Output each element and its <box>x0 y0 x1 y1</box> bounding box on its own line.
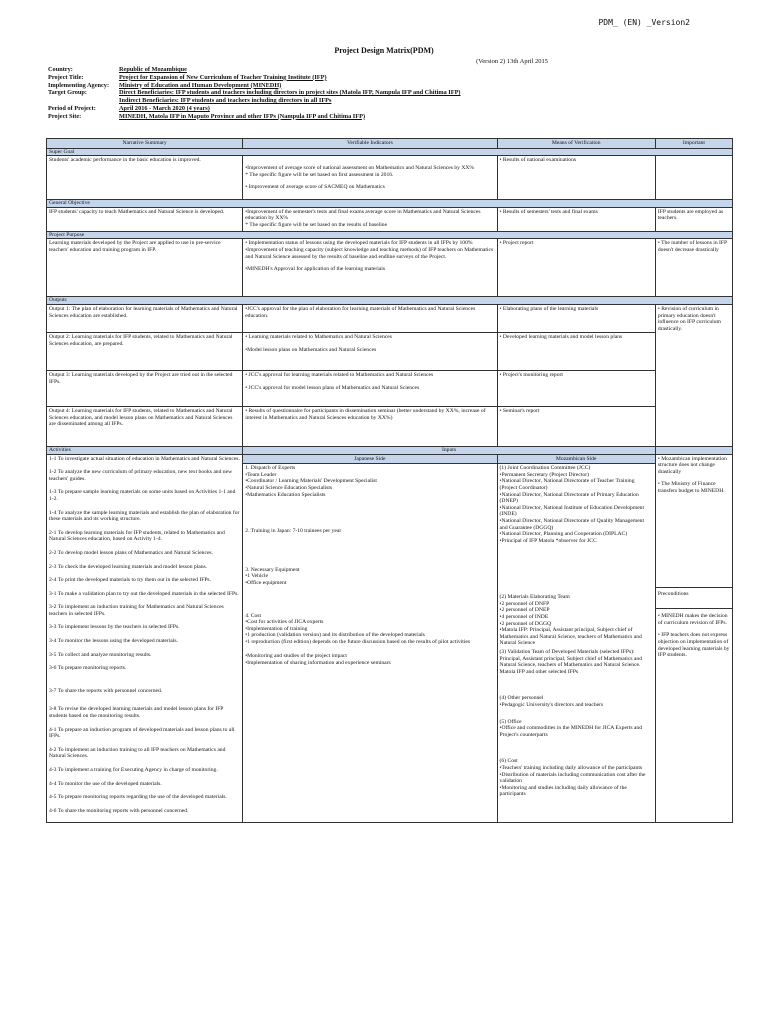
activity-item: 4-6 To share the monitoring reports with personnel concerned. <box>49 807 189 814</box>
input-line: •Implementation of sharing information and experience seminars <box>245 660 391 667</box>
output-indicators <box>243 370 497 406</box>
input-line: •National Director, National Directorate of Teacher Training (Project Coordinator) <box>499 478 635 491</box>
activity-item: 2-3 To check the developed learning materials and model lesson plans. <box>49 563 208 570</box>
input-line: •Monitoring and studies of the project impact <box>245 653 347 660</box>
activity-item: 1-3 To prepare sample learning materials on some units based on Activities 1-1 and 1-2. <box>49 489 236 502</box>
header-means: Means of Verification <box>497 139 655 149</box>
input-line: 1. Dispatch of Experts <box>245 465 296 472</box>
activities-row <box>47 454 733 464</box>
inputs-label: Inputs <box>243 446 656 454</box>
output-narrative: Output 1: The plan of elaboration for learning materials of Mathematics and Natural Sciences education are established. <box>47 304 243 332</box>
general-objective-indicators <box>243 207 497 231</box>
section-general-objective <box>47 200 733 208</box>
input-line: (6) Cost <box>499 758 518 765</box>
input-line: •National Director, National Directorate of Quality Management and Guarantee (DGGQ) <box>499 517 645 531</box>
meta-value: April 2016 - March 2020 (4 years) <box>119 104 210 112</box>
header-important: Important <box>655 139 732 149</box>
meta-label: Period of Project: <box>48 104 96 112</box>
indicator: •Improvement of teaching capacity (subject knowledge and teaching methods) of IFP teachers on Mathematics and Natural Science assessed by the results of baseline and endline surveys of the Project. <box>245 246 494 260</box>
purpose-row <box>47 239 733 297</box>
meta-value: Ministry of Education and Human Development (MINEDH) <box>119 81 282 89</box>
indicator: •Improvement of average score of national assessment on Mathematics and Natural Sciences by XX% <box>245 165 475 172</box>
meta-value: Republic of Mozambique <box>119 66 187 73</box>
activity-item: 3-3 To implement lessons by the teachers in selected IFPs. <box>49 624 180 631</box>
input-line: (1) Joint Coordination Committee (JCC) <box>499 465 591 472</box>
super-goal-means: • Results of national examinations <box>497 156 655 200</box>
activity-item: 3-6 To prepare monitoring reports. <box>49 665 127 672</box>
meta-value: Indirect Beneficiaries: IFP students and teachers including directors in all IFPs <box>119 97 332 105</box>
purpose-narrative: Learning materials developed by the Project are applied to use in pre-service teachers' education and training program in IFP. <box>47 239 243 297</box>
activity-item: 3-8 To revise the developed learning materials and model lesson plans for IFP students based on the monitoring results. <box>49 706 224 720</box>
input-line: •Teachers' training including daily allowance of the participants <box>499 764 643 771</box>
general-objective-row <box>47 207 733 231</box>
meta-label: Project Title: <box>48 73 84 81</box>
meta-label <box>48 97 119 105</box>
super-goal-important <box>655 156 732 200</box>
precondition: • IFP teachers does not express objection on implementation of developed learning materials by IFP students. <box>657 632 730 659</box>
meta-label: Implementing Agency: <box>48 81 110 89</box>
project-meta <box>48 66 461 121</box>
input-line: •1 reproduction (first edition) depends on the future discussion based on the results of pilot activities <box>245 638 471 645</box>
input-line: •Mathematics Education Specialists <box>245 491 326 498</box>
indicator: • JCC's approval for model lesson plans of Mathematics and Natural Sciences <box>245 384 420 391</box>
input-line: •Team Leader <box>245 471 277 478</box>
input-line: •Monitoring and studies including daily allowance of the participants <box>499 784 627 798</box>
section-blank <box>655 446 732 454</box>
input-line: 2. Training in Japan: 7-10 trainees per year <box>245 528 342 535</box>
section-project-purpose <box>47 231 733 239</box>
indicator-note: * The specific figure will be set based on first assessment in 2016. <box>245 171 394 178</box>
input-line: (4) Other personnel <box>499 695 544 702</box>
indicator: • Implementation status of lessons using the developed materials for IFP students in all IFPs by 100% <box>245 240 473 247</box>
input-line: (3) Validation Team of Developed Materials (selected IFPs): Principal, Assistant principal, Subject chief of Mathematics and Natural Science, teachers of Mathematics and Natural Science. Matola IFP and other selected IFPs <box>499 649 642 675</box>
meta-period <box>48 105 461 113</box>
indicator: •MINEDH's Approval for application of the learning materials <box>245 266 386 273</box>
activity-item: 4-4 To monitor the use of the developed materials. <box>49 780 162 787</box>
input-line: 3. Necessary Equipment <box>245 566 300 573</box>
meta-label: Country: <box>48 66 73 73</box>
section-outputs <box>47 297 733 305</box>
output-means: • Developed learning materials and model lesson plans <box>497 332 655 370</box>
indicator: • Results of questionnaire for participants in dissemination seminar (better understand by XX%, increase of interest in Mathematics and Natural Sciences education by XX%) <box>245 407 486 421</box>
activity-item: 1-4 To analyze the sample learning materials and establish the plan of elaboration for these materials and its working structure. <box>49 509 240 523</box>
meta-country <box>48 66 461 74</box>
input-line: •2 personnel of DNEP <box>499 607 550 614</box>
pdm-table <box>46 138 733 823</box>
meta-label: Target Group: <box>48 89 88 97</box>
input-line: •National Director, National Directorate of Primary Education (DNEP) <box>499 491 639 505</box>
meta-target <box>48 89 461 97</box>
input-line: •Distribution of materials including communication cost after the validation <box>499 771 646 785</box>
indicator: •JCC's approval for the plan of elaboration for learning materials of Mathematics and Natural Sciences education. <box>245 305 476 319</box>
input-line: •Office equipment <box>245 579 287 586</box>
input-line: 4. Cost <box>245 612 262 619</box>
indicator: • Improvement of average score of SACMEQ on Mathematics <box>245 184 385 191</box>
purpose-important: • The number of lessons in IFP doesn't decrease drastically <box>655 239 732 297</box>
meta-label: Project Site: <box>48 112 82 120</box>
general-objective-narrative: IFP students' capacity to teach Mathematics and Natural Science is developed. <box>47 207 243 231</box>
indicator: •Improvement of the semester's tests and final exams average score in Mathematics and Natural Sciences education by XX% <box>245 208 481 222</box>
assumption: • The Ministry of Finance transfers budget to MINEDH. <box>657 481 725 494</box>
input-line: •Principal of IFP Matola *observer for JCC <box>499 537 597 544</box>
activities-list <box>47 454 243 823</box>
header-row <box>47 139 733 149</box>
assumption: • Mozambican implementation structure does not change drastically <box>657 455 727 475</box>
input-line: •Cost for activities of JICA experts <box>245 619 324 626</box>
output-means: • Elaborating plans of the learning materials <box>497 304 655 332</box>
activity-item: 3-5 To collect and analyze monitoring results. <box>49 651 152 658</box>
input-line: •Coordinator / Learning Materials' Development Specialist <box>245 478 377 485</box>
preconditions-cell <box>655 588 732 823</box>
activity-item: 3-1 To make a validation plan to try out the developed materials in the selected IFPs. <box>49 590 239 597</box>
input-line: •Permanent Secretary (Project Director) <box>499 471 589 478</box>
output-indicators <box>243 332 497 370</box>
purpose-indicators <box>243 239 497 297</box>
input-line: •2 personnel of DNFP <box>499 600 550 607</box>
activity-item: 4-2 To implement an induction training to all IFP teachers on Mathematics and Natural Sciences. <box>49 746 226 760</box>
input-line: •Pedagogic University's directors and teachers <box>499 702 604 708</box>
mozambican-side-header: Mozambican Side <box>497 454 655 464</box>
version-date: (Version 2) 13th April 2015 <box>476 58 548 65</box>
section-activities <box>47 446 733 454</box>
input-line: •1 Vehicle <box>245 573 269 580</box>
preconditions-label: Preconditions <box>656 588 732 609</box>
meta-agency <box>48 82 461 90</box>
activity-item: 1-1 To investigate actual situation of education in Mathematics and Natural Sciences. <box>49 455 240 462</box>
header-narrative: Narrative Summary <box>47 139 243 149</box>
input-line: •4 personnel of INDE <box>499 614 549 621</box>
output-narrative: Output 2: Learning materials for IFP students, related to Mathematics and Natural Sciences education, are prepared. <box>47 332 243 370</box>
output-row <box>47 370 733 406</box>
activity-item: 4-1 To prepare an induction program of developed materials and lesson plans to all IFPs. <box>49 726 235 740</box>
activity-item: 3-4 To monitor the lessons using the developed materials. <box>49 638 178 645</box>
section-label: Project Purpose <box>47 231 733 239</box>
general-objective-important: IFP students are employed as teachers. <box>655 207 732 231</box>
input-line: •Office and commodities in the MINEDH for JICA Experts and Project's counterparts <box>499 725 642 738</box>
meta-title <box>48 74 461 82</box>
input-line: •National Director, Planning and Cooperation (DIPLAC) <box>499 531 628 538</box>
indicator: • Learning materials related to Mathematics and Natural Sciences <box>245 333 392 340</box>
super-goal-row <box>47 156 733 200</box>
output-row <box>47 332 733 370</box>
input-line: •2 personnel of DGGQ <box>499 620 552 627</box>
output-means: • Seminar's report <box>497 406 655 446</box>
section-label: Super Goal <box>47 148 733 156</box>
super-goal-narrative: Students' academic performance in the basic education is improved. <box>47 156 243 200</box>
meta-site <box>48 113 461 121</box>
meta-value: Direct Beneficiaries: IFP students and teachers including directors in project sites (Matola IFP, Nampula IFP and Chitima IFP) <box>119 89 461 97</box>
section-label: Activities <box>47 446 243 454</box>
activity-item: 4-3 To implement a training for Executing Agency in charge of monitoring. <box>49 767 218 773</box>
output-means: • Project's monitoring report <box>497 370 655 406</box>
activities-important <box>655 454 732 588</box>
output-indicators <box>243 406 497 446</box>
super-goal-indicators <box>243 156 497 200</box>
activity-item: 3-7 To share the reports with personnel concerned. <box>49 687 163 694</box>
output-row <box>47 304 733 332</box>
output-narrative: Output 4: Learning materials for IFP students, related to Mathematics and Natural Sciences education, and model lesson plans on Mathematics and Natural Sciences are disseminated among all IFPs. <box>47 406 243 446</box>
indicator: • JCC's approval for learning materials related to Mathematics and Natural Sciences <box>245 371 434 378</box>
activity-item: 2-1 To develop learning materials for IFP students, related to Mathematics and Natural Sciences education, based on Activity 1-4. <box>49 529 225 543</box>
precondition: • MINEDH makes the decision of curriculum revision of IFPs. <box>657 613 728 626</box>
output-indicators <box>243 304 497 332</box>
purpose-means: • Project report <box>497 239 655 297</box>
indicator: •Model lesson plans on Mathematics and Natural Sciences <box>245 346 377 353</box>
input-line: •National Director, National Institute of Education Development (INDE) <box>499 504 645 518</box>
activity-item: 4-5 To prepare monitoring reports regarding the use of the developed materials. <box>49 794 227 801</box>
input-line: (2) Materials Elaborating Team <box>499 594 570 601</box>
input-line: •1 production (validation version) and its distribution of the developed materials <box>245 632 425 639</box>
output-narrative: Output 3: Learning materials developed by the Project are tried out in the selected IFPs. <box>47 370 243 406</box>
input-line: •Natural Science Education Specialists <box>245 484 333 491</box>
input-line: •Implementation of training <box>245 625 308 632</box>
activity-item: 2-2 To develop model lesson plans of Mathematics and Natural Sciences. <box>49 549 214 556</box>
meta-value: MINEDH, Matola IFP in Maputo Province and other IFPs (Nampula IFP and Chitima IFP) <box>119 112 366 120</box>
activity-item: 2-4 To print the developed materials to try them out in the selected IFPs. <box>49 577 211 584</box>
section-label: Outputs <box>47 297 733 305</box>
general-objective-means: • Results of semesters' tests and final exams <box>497 207 655 231</box>
meta-target-indirect <box>48 97 461 105</box>
japanese-side-header: Japanese Side <box>243 454 497 464</box>
mozambican-inputs <box>497 464 655 823</box>
section-super-goal <box>47 148 733 156</box>
section-label: General Objective <box>47 200 733 208</box>
meta-value: Project for Expansion of New Curriculum of Teacher Training Institute (IFP) <box>119 73 327 81</box>
header-indicators: Verifiable Indicators <box>243 139 497 149</box>
japanese-inputs <box>243 464 497 823</box>
output-row <box>47 406 733 446</box>
document-id: PDM_ (EN) _Version2 <box>598 18 690 27</box>
indicator-note: * The specific figure will be set based on the results of baseline <box>245 221 388 228</box>
input-line: (5) Office <box>499 718 522 725</box>
activity-item: 3-2 To implement an induction training for Mathematics and Natural Sciences teachers in selected IFPs. <box>49 604 224 617</box>
document-title: Project Design Matrix(PDM) <box>334 46 434 55</box>
activity-item: 1-2 To analyze the new curriculum of primary education, new text books and new teachers' guides. <box>49 469 233 482</box>
input-line: •Matola IFP: Principal, Assistant principal, Subject chief of Mathematics and Natural Science, teachers of Mathematics and Natural Science <box>499 627 642 647</box>
outputs-important: • Revision of curriculum in primary education doesn't influence on IFP curriculum drastically. <box>655 304 732 446</box>
